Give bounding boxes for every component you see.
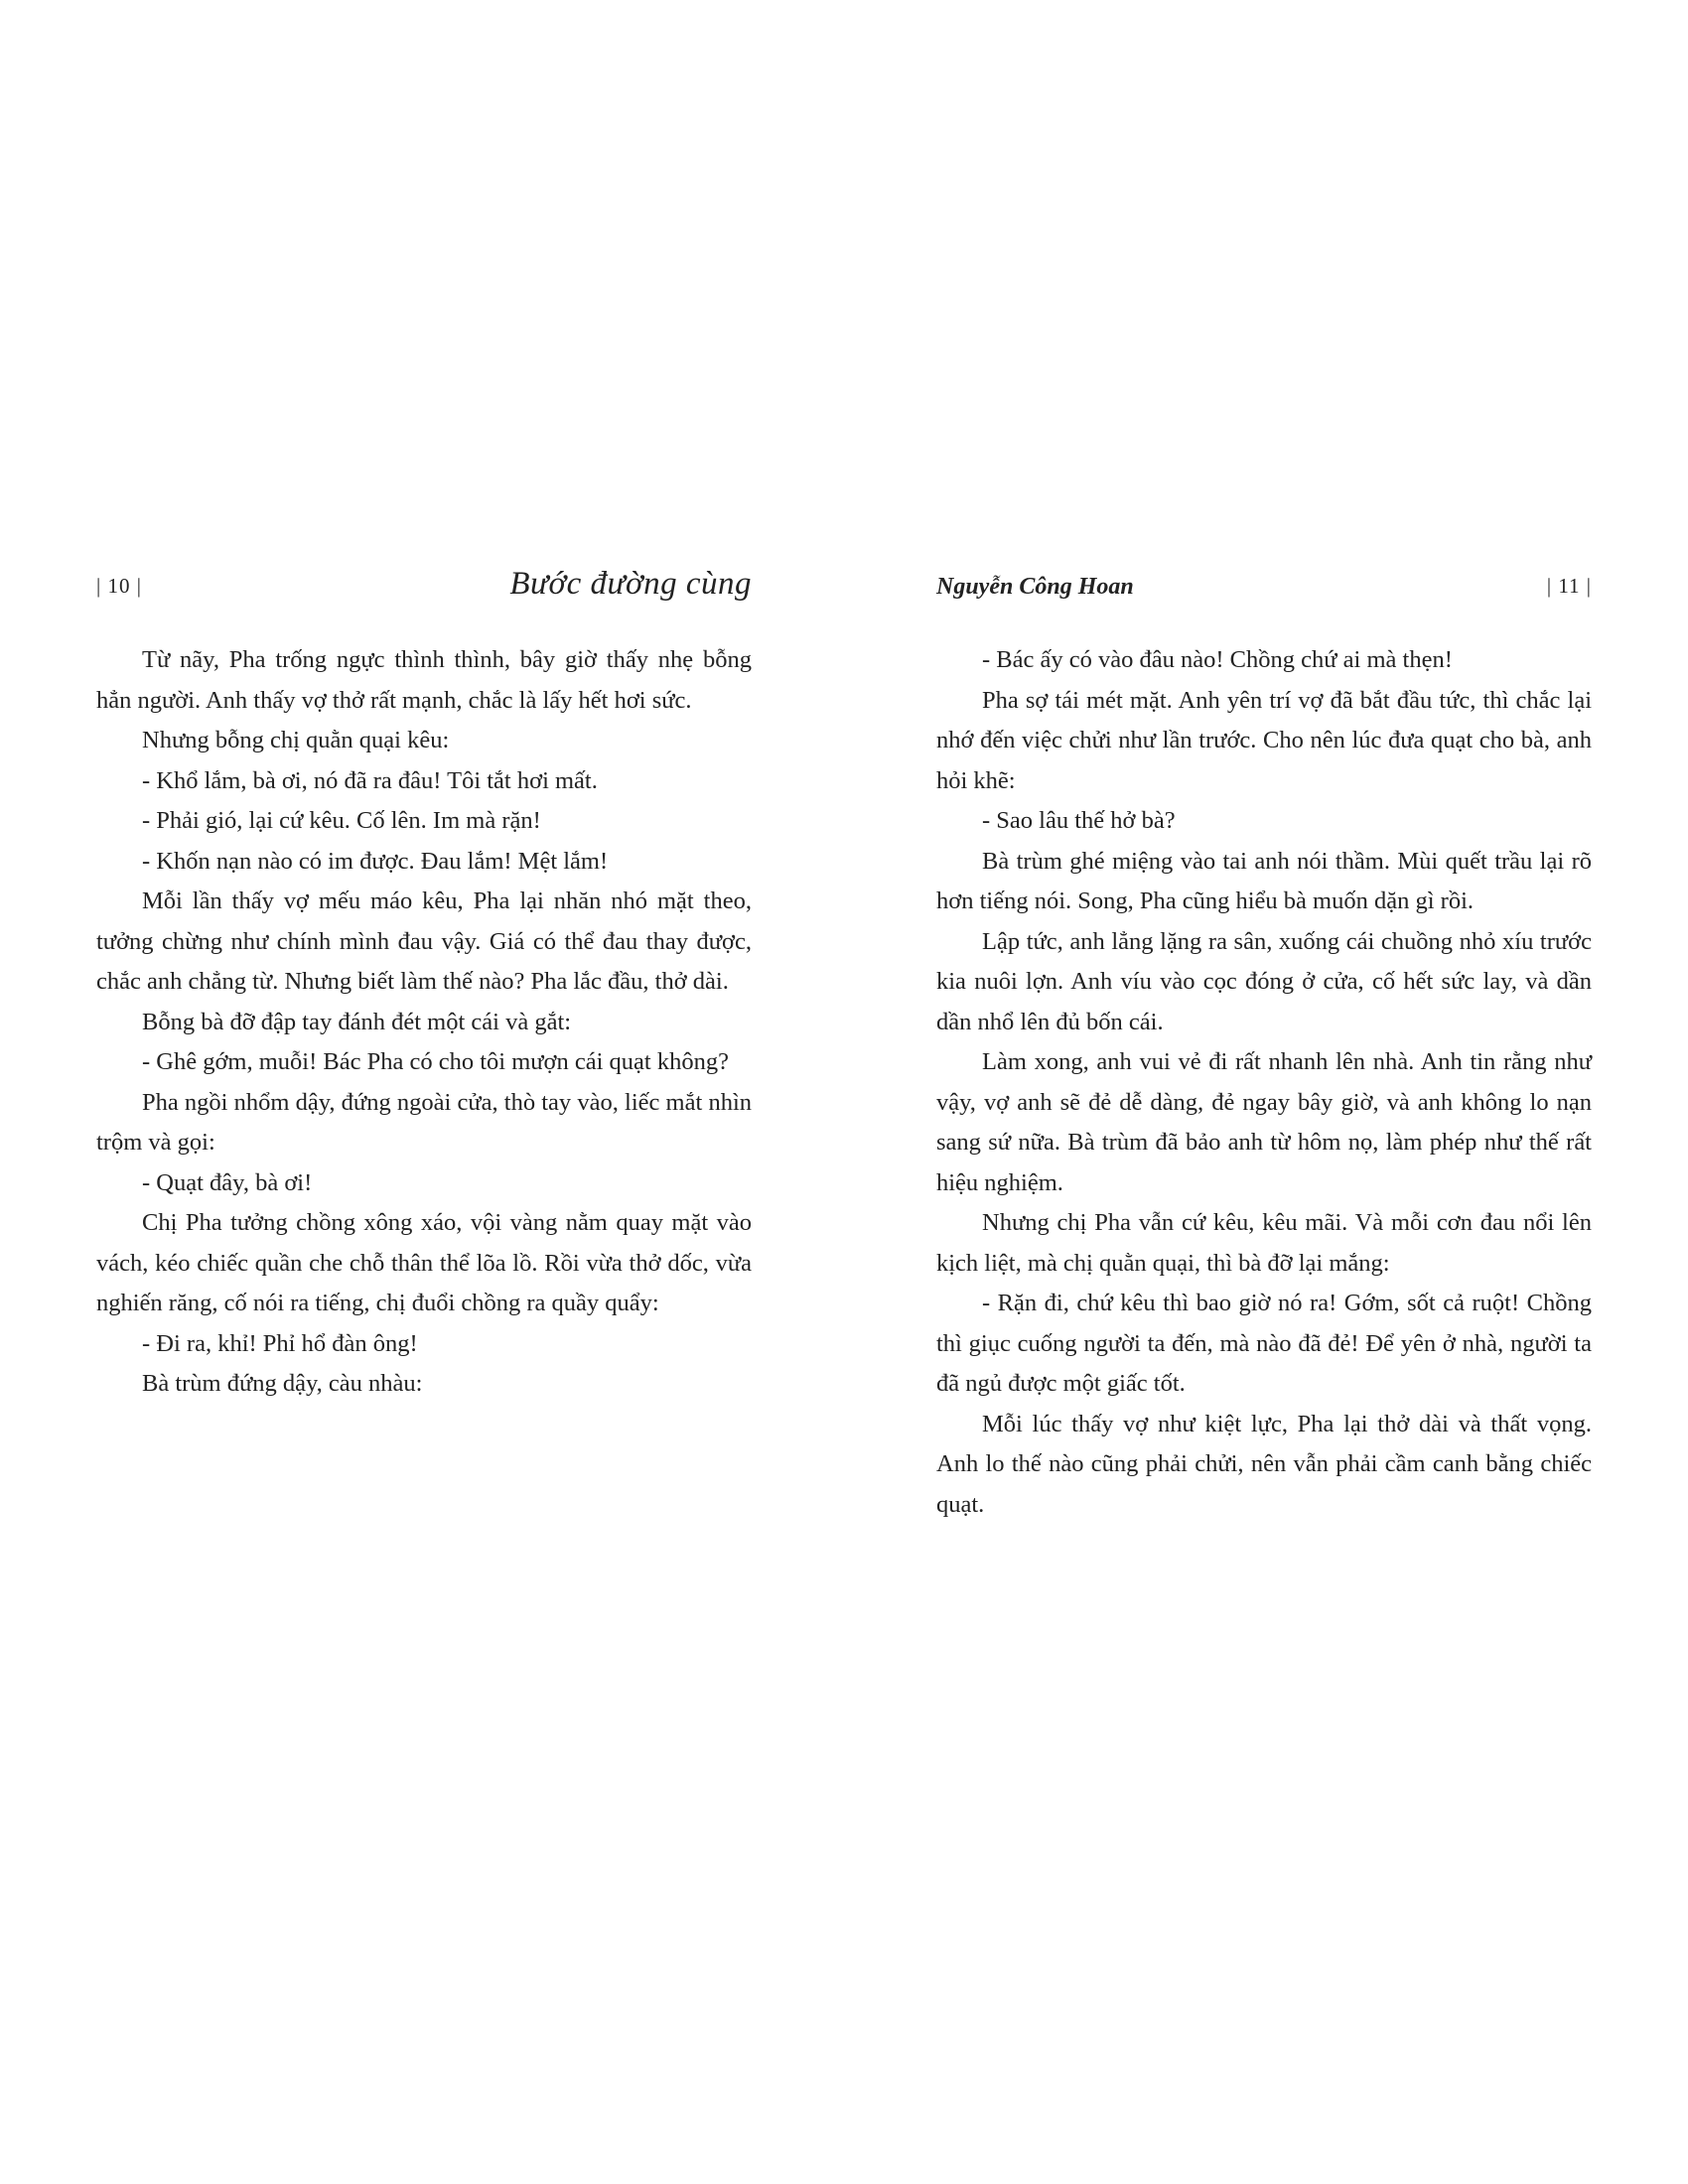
left-page: [96, 566, 752, 1405]
paragraph: - Bác ấy có vào đâu nào! Chồng chứ ai mà thẹn!: [982, 646, 1453, 673]
paragraph: Chị Pha tưởng chồng xông xáo, vội vàng nằm quay mặt vào vách, kéo chiếc quần che chỗ thân thể lõa lồ. Rồi vừa thở dốc, vừa nghiến răng, cố nói ra tiếng, chị đuổi chồng ra quầy quẩy:: [96, 1209, 752, 1316]
paragraph: Bỗng bà đỡ đập tay đánh đét một cái và gắt:: [142, 1008, 572, 1035]
paragraph: Bà trùm đứng dậy, càu nhàu:: [142, 1370, 423, 1397]
running-title: Bước đường cùng: [509, 566, 752, 602]
paragraph: - Rặn đi, chứ kêu thì bao giờ nó ra! Gớm, sốt cả ruột! Chồng thì giục cuống người ta đến, mà nào đã đẻ! Để yên ở nhà, người ta đã ngủ được một giấc tốt.: [936, 1290, 1592, 1397]
right-page-body: [936, 640, 1592, 1525]
paragraph: - Phải gió, lại cứ kêu. Cố lên. Im mà rặn!: [142, 807, 541, 834]
paragraph: Từ nãy, Pha trống ngực thình thình, bây giờ thấy nhẹ bỗng hẳn người. Anh thấy vợ thở rất mạnh, chắc là lấy hết hơi sức.: [96, 646, 752, 714]
paragraph: - Sao lâu thế hở bà?: [982, 807, 1176, 834]
paragraph: Nhưng bỗng chị quằn quại kêu:: [142, 727, 450, 753]
running-author: Nguyễn Công Hoan: [936, 574, 1134, 600]
paragraph: - Quạt đây, bà ơi!: [142, 1168, 313, 1196]
right-page-header: [936, 566, 1592, 615]
left-page-body: [96, 640, 752, 1405]
paragraph: Pha ngồi nhổm dậy, đứng ngoài cửa, thò tay vào, liếc mắt nhìn trộm và gọi:: [96, 1088, 752, 1156]
page-number: | 11 |: [1546, 574, 1592, 598]
paragraph: Mỗi lúc thấy vợ như kiệt lực, Pha lại thở dài và thất vọng. Anh lo thế nào cũng phải chửi, nên vẫn phải cầm canh bằng chiếc quạt.: [936, 1410, 1592, 1518]
paragraph: Bà trùm ghé miệng vào tai anh nói thầm. Mùi quết trầu lại rõ hơn tiếng nói. Song, Pha cũng hiểu bà muốn dặn gì rồi.: [936, 847, 1592, 914]
paragraph: - Ghê gớm, muỗi! Bác Pha có cho tôi mượn cái quạt không?: [142, 1048, 729, 1075]
page-number: | 10 |: [96, 574, 142, 598]
left-page-header: [96, 566, 752, 615]
paragraph: Làm xong, anh vui vẻ đi rất nhanh lên nhà. Anh tin rằng như vậy, vợ anh sẽ đẻ dễ dàng, đẻ ngay bây giờ, và anh không lo nạn sang sứ nữa. Bà trùm đã bảo anh từ hôm nọ, làm phép như thế rất hiệu nghiệm.: [936, 1048, 1592, 1196]
paragraph: Lập tức, anh lẳng lặng ra sân, xuống cái chuồng nhỏ xíu trước kia nuôi lợn. Anh víu vào cọc đóng ở cửa, cố hết sức lay, và dần dần nhổ lên đủ bốn cái.: [936, 927, 1592, 1035]
right-page: [936, 566, 1592, 1525]
paragraph: Nhưng chị Pha vẫn cứ kêu, kêu mãi. Và mỗi cơn đau nổi lên kịch liệt, mà chị quằn quại, thì bà đỡ lại mắng:: [936, 1209, 1592, 1277]
paragraph: Pha sợ tái mét mặt. Anh yên trí vợ đã bắt đầu tức, thì chắc lại nhớ đến việc chửi như lần trước. Cho nên lúc đưa quạt cho bà, anh hỏi khẽ:: [936, 686, 1592, 794]
paragraph: - Đi ra, khỉ! Phỉ hổ đàn ông!: [142, 1329, 418, 1357]
paragraph: Mỗi lần thấy vợ mếu máo kêu, Pha lại nhăn nhó mặt theo, tưởng chừng như chính mình đau vậy. Giá có thể đau thay được, chắc anh chẳng từ. Nhưng biết làm thế nào? Pha lắc đầu, thở dài.: [96, 887, 752, 995]
paragraph: - Khốn nạn nào có im được. Đau lắm! Mệt lắm!: [142, 847, 609, 875]
paragraph: - Khổ lắm, bà ơi, nó đã ra đâu! Tôi tắt hơi mất.: [142, 766, 598, 794]
